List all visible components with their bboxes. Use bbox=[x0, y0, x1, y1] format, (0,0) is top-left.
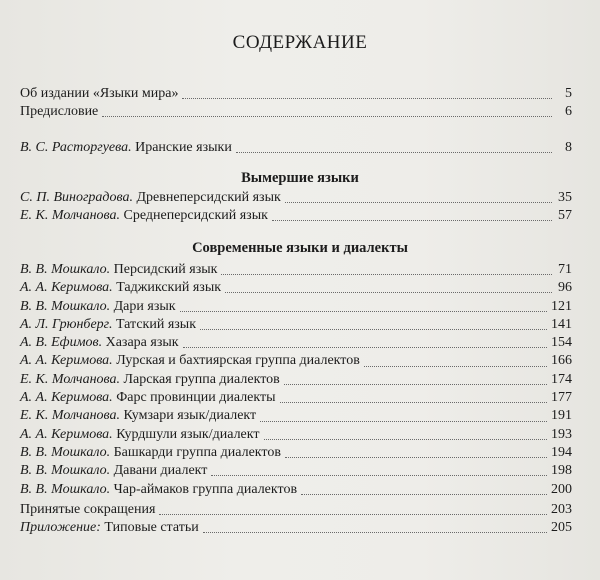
toc-row[interactable] bbox=[20, 463, 572, 481]
dot-leader bbox=[182, 97, 552, 99]
toc-row[interactable] bbox=[20, 502, 572, 520]
dot-leader bbox=[221, 273, 552, 275]
toc-page-number: 200 bbox=[551, 481, 572, 497]
toc-author: А. А. Керимова. bbox=[20, 280, 113, 296]
toc-author: А. А. Керимова. bbox=[20, 426, 113, 442]
toc-author: В. В. Мошкало. bbox=[20, 262, 111, 277]
toc-page-number: 194 bbox=[551, 444, 572, 460]
section-heading-extinct: Вымершие языки bbox=[241, 170, 359, 186]
dot-leader bbox=[203, 531, 547, 533]
toc-page-number: 6 bbox=[565, 104, 572, 120]
toc-row[interactable] bbox=[20, 445, 572, 463]
toc-entry-title: Иранские языки bbox=[131, 140, 232, 155]
toc-page-number: 8 bbox=[565, 140, 572, 155]
toc-page-number: 154 bbox=[551, 335, 572, 351]
toc-entry-title: Принятые сокращения bbox=[20, 502, 156, 517]
toc-page-number: 203 bbox=[551, 502, 572, 517]
toc-author: А. Л. Грюнберг. bbox=[20, 316, 113, 332]
toc-entry-title: Башкарди группа диалектов bbox=[110, 444, 281, 460]
toc-row[interactable] bbox=[20, 86, 572, 104]
toc-page-number: 141 bbox=[551, 316, 572, 332]
toc-page-number: 174 bbox=[551, 371, 572, 387]
dot-leader bbox=[180, 310, 547, 312]
toc-row[interactable] bbox=[20, 372, 572, 390]
section-heading-modern: Современные языки и диалекты bbox=[192, 240, 408, 256]
toc-row[interactable] bbox=[20, 299, 572, 317]
toc-page-number: 35 bbox=[558, 190, 572, 205]
toc-author: Е. К. Молчанова. bbox=[20, 371, 120, 387]
toc-iranian bbox=[20, 140, 572, 158]
dot-leader bbox=[364, 365, 547, 367]
toc-row[interactable] bbox=[20, 408, 572, 426]
dot-leader bbox=[102, 115, 552, 117]
toc-row[interactable] bbox=[20, 317, 572, 335]
toc-entry-title: Давани диалект bbox=[110, 463, 208, 479]
toc-row[interactable] bbox=[20, 190, 572, 208]
toc-author: А. А. Керимова. bbox=[20, 390, 113, 406]
dot-leader bbox=[272, 219, 552, 221]
dot-leader bbox=[264, 438, 547, 440]
toc-author: С. П. Виноградова. bbox=[20, 190, 133, 205]
toc-page-number: 166 bbox=[551, 353, 572, 369]
toc-entry-title: Таджикский язык bbox=[112, 280, 222, 296]
toc-page-number: 57 bbox=[558, 208, 572, 224]
dot-leader bbox=[236, 151, 552, 153]
toc-row[interactable] bbox=[20, 482, 572, 500]
dot-leader bbox=[159, 513, 547, 515]
toc-entry-title: Ларская группа диалектов bbox=[120, 371, 280, 387]
toc-author: Е. К. Молчанова. bbox=[20, 208, 120, 224]
toc-entry-title: Кумзари язык/диалект bbox=[120, 408, 257, 424]
toc-author: Приложение: bbox=[20, 520, 101, 536]
toc-entry-title: Хазара язык bbox=[102, 335, 179, 351]
toc-entry-title: Об издании «Языки мира» bbox=[20, 86, 179, 101]
toc-page-number: 205 bbox=[551, 520, 572, 536]
toc-row[interactable] bbox=[20, 280, 572, 298]
toc-page-number: 121 bbox=[551, 298, 572, 314]
toc-entry-title: Чар-аймаков группа диалектов bbox=[110, 481, 298, 497]
dot-leader bbox=[260, 420, 547, 422]
toc-entry-title: Среднеперсидский язык bbox=[120, 208, 268, 224]
toc-entry-title: Лурская и бахтиярская группа диалектов bbox=[112, 353, 360, 369]
toc-entry-title: Древнеперсидский язык bbox=[132, 190, 281, 205]
dot-leader bbox=[285, 201, 552, 203]
toc-row[interactable] bbox=[20, 427, 572, 445]
toc-page-number: 198 bbox=[551, 463, 572, 479]
toc-modern bbox=[20, 262, 572, 500]
toc-author: В. В. Мошкало. bbox=[20, 444, 111, 460]
toc-entry-title: Дари язык bbox=[110, 298, 176, 314]
toc-page-number: 191 bbox=[551, 408, 572, 424]
toc-page-number: 177 bbox=[551, 390, 572, 406]
toc-row[interactable] bbox=[20, 390, 572, 408]
toc-entry-title: Персидский язык bbox=[110, 262, 218, 277]
toc-row[interactable] bbox=[20, 335, 572, 353]
dot-leader bbox=[285, 456, 547, 458]
toc-page-number: 193 bbox=[551, 426, 572, 442]
toc-entry-title: Предисловие bbox=[20, 104, 99, 120]
toc-author: В. В. Мошкало. bbox=[20, 463, 111, 479]
dot-leader bbox=[200, 328, 547, 330]
toc-row[interactable] bbox=[20, 353, 572, 371]
dot-leader bbox=[225, 291, 552, 293]
toc-entry-title: Типовые статьи bbox=[100, 520, 199, 536]
toc-row[interactable] bbox=[20, 140, 572, 158]
page-title: СОДЕРЖАНИЕ bbox=[232, 32, 368, 53]
toc-author: Е. К. Молчанова. bbox=[20, 408, 120, 424]
toc-page-number: 5 bbox=[565, 86, 572, 101]
toc-front bbox=[20, 86, 572, 123]
toc-entry-title: Татский язык bbox=[112, 316, 196, 332]
toc-extinct bbox=[20, 190, 572, 227]
dot-leader bbox=[284, 383, 547, 385]
toc-author: А. В. Ефимов. bbox=[20, 335, 103, 351]
toc-row[interactable] bbox=[20, 208, 572, 226]
dot-leader bbox=[211, 474, 547, 476]
toc-row[interactable] bbox=[20, 520, 572, 538]
dot-leader bbox=[301, 493, 547, 495]
toc-row[interactable] bbox=[20, 262, 572, 280]
toc-author: В. С. Расторгуева. bbox=[20, 140, 132, 155]
dot-leader bbox=[183, 346, 547, 348]
toc-page-number: 71 bbox=[558, 262, 572, 277]
dot-leader bbox=[280, 401, 547, 403]
toc-entry-title: Фарс провинции диалекты bbox=[112, 390, 276, 406]
toc-back bbox=[20, 502, 572, 539]
toc-row[interactable] bbox=[20, 104, 572, 122]
toc-entry-title: Курдшули язык/диалект bbox=[112, 426, 260, 442]
toc-author: В. В. Мошкало. bbox=[20, 298, 111, 314]
toc-page-number: 96 bbox=[558, 280, 572, 296]
toc-author: В. В. Мошкало. bbox=[20, 481, 111, 497]
toc-author: А. А. Керимова. bbox=[20, 353, 113, 369]
